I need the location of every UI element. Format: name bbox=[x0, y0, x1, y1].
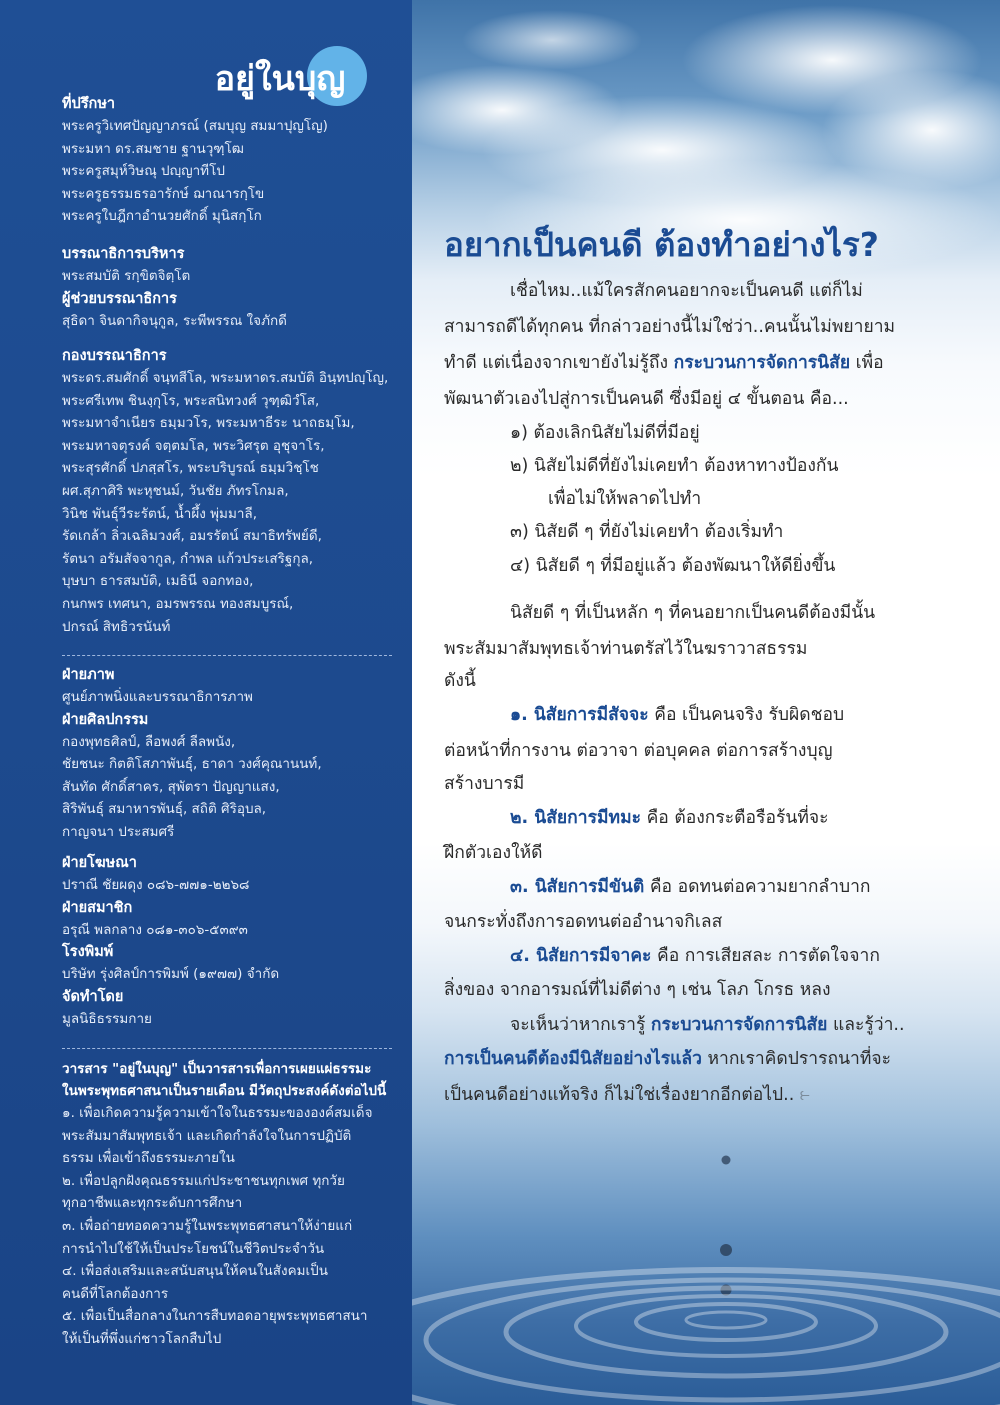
paragraph-line: สิ่งของ จากอารมณ์ที่ไม่ดีต่าง ๆ เช่น โลภ โกรธ หลง bbox=[444, 980, 831, 1000]
exec-editor-section bbox=[62, 243, 392, 332]
step-item: ๑) ต้องเลิกนิสัยไม่ดีที่มีอยู่ bbox=[510, 423, 700, 443]
advisor-line: พระครูใบฎีกาอำนวยศักดิ์ มุนิสกฺโก bbox=[62, 208, 262, 225]
paragraph-line bbox=[444, 348, 884, 376]
paragraph-line: นิสัยดี ๆ ที่เป็นหลัก ๆ ที่คนอยากเป็นคนดีต้องมีนั้น bbox=[510, 603, 876, 623]
editorial-section bbox=[62, 345, 392, 638]
editorial-line: รัตนา อรัมสัจจากูล, กำพล แก้วประเสริฐกุล, bbox=[62, 550, 314, 567]
paragraph-line bbox=[510, 1010, 905, 1038]
mission-line: การนำไปใช้ให้เป็นประโยชน์ในชีวิตประจำวัน bbox=[62, 1240, 325, 1257]
mission-title: ในพระพุทธศาสนาเป็นรายเดือน มีวัตถุประสงค์ดังต่อไปนี้ bbox=[62, 1083, 387, 1099]
advisor-line: พระครูวิเทศปัญญาภรณ์ (สมบุญ สมมาปุญโญ) bbox=[62, 118, 328, 134]
cloud-illustration bbox=[412, 0, 1000, 320]
paragraph-line: สร้างบารมี bbox=[444, 774, 525, 794]
mission-line: ๕. เพื่อเป็นสื่อกลางในการสืบทอดอายุพระพุทธศาสนา bbox=[62, 1308, 368, 1325]
ads-line: ปราณี ชัยผดุง ๐๘๖-๗๗๑-๒๒๖๘ bbox=[62, 877, 250, 893]
asst-editor-title: ผู้ช่วยบรรณาธิการ bbox=[62, 290, 177, 307]
logo-text: อยู่ในบุญ bbox=[214, 59, 346, 99]
highlight-text: กระบวนการจัดการนิสัย bbox=[650, 1015, 828, 1035]
step-item: ๔) นิสัยดี ๆ ที่มีอยู่แล้ว ต้องพัฒนาให้ดียิ่งขึ้น bbox=[510, 556, 836, 576]
editorial-line: ปกรณ์ สิทธิวรนันท์ bbox=[62, 618, 171, 635]
mission-line: ทุกอาชีพและทุกระดับการศึกษา bbox=[62, 1195, 243, 1212]
leaf-end-icon: ⥼ bbox=[799, 1085, 810, 1105]
paragraph-line: ฝึกตัวเองให้ดี bbox=[444, 843, 543, 863]
art-title: ฝ่ายศิลปกรรม bbox=[62, 711, 149, 728]
editorial-line: บุษบา ธารสมบัติ, เมธินี จอกทอง, bbox=[62, 573, 254, 590]
editorial-line: พระดร.สมศักดิ์ จนฺทสีโล, พระมหาดร.สมบัติ อินฺทปญฺโญ, bbox=[62, 370, 389, 386]
photo-line: ศูนย์ภาพนิ่งและบรรณาธิการภาพ bbox=[62, 689, 253, 705]
editorial-title: กองบรรณาธิการ bbox=[62, 348, 167, 364]
text-span: เพื่อ bbox=[850, 353, 884, 373]
section-divider bbox=[62, 655, 392, 656]
text-span: คือ อดทนต่อความยากลำบาก bbox=[644, 877, 871, 897]
step-item: ๒) นิสัยไม่ดีที่ยังไม่เคยทำ ต้องหาทางป้องกัน bbox=[510, 456, 839, 476]
advisors-section bbox=[62, 93, 392, 228]
members-line: อรุณี พลกลาง ๐๘๑-๓๐๖-๕๓๙๓ bbox=[62, 921, 248, 938]
habit-label: ๒. นิสัยการมีทมะ bbox=[510, 808, 642, 828]
art-line: กาญจนา ประสมศรี bbox=[62, 823, 175, 840]
advisors-title: ที่ปรึกษา bbox=[62, 96, 116, 112]
mission-line: พระสัมมาสัมพุทธเจ้า และเกิดกำลังใจในการปฏิบัติ bbox=[62, 1127, 352, 1144]
paragraph-line: พระสัมมาสัมพุทธเจ้าท่านตรัสไว้ในฆราวาสธรรม bbox=[444, 639, 808, 659]
paragraph-line bbox=[444, 1080, 810, 1108]
paragraph-line: ดังนี้ bbox=[444, 671, 476, 691]
editorial-line: พระมหาจตุรงค์ จตฺตมโล, พระวิศรุต อุชุจาโร, bbox=[62, 437, 325, 454]
paragraph-line bbox=[444, 1044, 891, 1072]
art-line: กองพุทธศิลป์, ลือพงศ์ ลีลพนัง, bbox=[62, 733, 236, 750]
photo-title: ฝ่ายภาพ bbox=[62, 667, 115, 683]
masthead-sidebar bbox=[0, 0, 412, 1405]
printer-title: โรงพิมพ์ bbox=[62, 944, 114, 961]
step-item: เพื่อไม่ให้พลาดไปทำ bbox=[548, 489, 702, 509]
producer-line: มูลนิธิธรรมกาย bbox=[62, 1010, 152, 1027]
editorial-line: พระสุรศักดิ์ ปภสฺสโร, พระบริบูรณ์ ธมฺมวิชฺโช bbox=[62, 460, 319, 477]
article-title: อยากเป็นคนดี ต้องทำอย่างไร? bbox=[444, 225, 879, 264]
mission-line: ให้เป็นที่พึ่งแก่ชาวโลกสืบไป bbox=[62, 1330, 222, 1347]
text-span: คือ เป็นคนจริง รับผิดชอบ bbox=[648, 705, 845, 725]
paragraph-line: เชื่อไหม..แม้ใครสักคนอยากจะเป็นคนดี แต่ก็ไม่ bbox=[510, 281, 863, 301]
exec-editor-line: พระสมบัติ รกฺขิตจิตฺโต bbox=[62, 268, 191, 284]
printer-line: บริษัท รุ่งศิลป์การพิมพ์ (๑๙๗๗) จำกัด bbox=[62, 966, 280, 983]
members-title: ฝ่ายสมาชิก bbox=[62, 899, 133, 916]
habit-label: ๑. นิสัยการมีสัจจะ bbox=[510, 705, 649, 725]
water-ripples bbox=[412, 1160, 1000, 1405]
text-span: คือ ต้องกระตือรือร้นที่จะ bbox=[641, 808, 829, 828]
habit-heading bbox=[510, 872, 871, 900]
habit-heading bbox=[510, 803, 829, 831]
business-section bbox=[62, 852, 392, 1030]
paragraph-line: ต่อหน้าที่การงาน ต่อวาจา ต่อบุคคล ต่อการสร้างบุญ bbox=[444, 741, 833, 761]
highlight-text: กระบวนการจัดการนิสัย bbox=[673, 353, 851, 373]
photo-art-section bbox=[62, 664, 392, 844]
art-line: ชัยชนะ กิตติโสภาพันธุ์, ธาดา วงศ์คุณานนท์, bbox=[62, 756, 322, 773]
ads-title: ฝ่ายโฆษณา bbox=[62, 855, 137, 871]
mission-section bbox=[62, 1058, 392, 1351]
step-item: ๓) นิสัยดี ๆ ที่ยังไม่เคยทำ ต้องเริ่มทำ bbox=[510, 522, 784, 542]
asst-editor-line: สุธิดา จินดากิจนุกูล, ระพีพรรณ ใจภักดี bbox=[62, 312, 287, 329]
text-span: ทำดี แต่เนื่องจากเขายังไม่รู้ถึง bbox=[444, 353, 674, 373]
mission-line: ๒. เพื่อปลูกฝังคุณธรรมแก่ประชาชนทุกเพศ ทุกวัย bbox=[62, 1172, 345, 1189]
advisor-line: พระครูสมุห์วิษณุ ปญฺญาทีโป bbox=[62, 163, 225, 180]
exec-editor-title: บรรณาธิการบริหาร bbox=[62, 246, 185, 262]
mission-line: ๑. เพื่อเกิดความรู้ความเข้าใจในธรรมะขององค์สมเด็จ bbox=[62, 1105, 373, 1121]
mission-line: คนดีที่โลกต้องการ bbox=[62, 1285, 169, 1302]
paragraph-line: สามารถดีได้ทุกคน ที่กล่าวอย่างนี้ไม่ใช่ว่า..คนนั้นไม่พยายาม bbox=[444, 317, 896, 337]
habit-label: ๔. นิสัยการมีจาคะ bbox=[510, 946, 652, 966]
habit-heading bbox=[510, 700, 844, 728]
mission-line: ๓. เพื่อถ่ายทอดความรู้ในพระพุทธศาสนาให้ง่ายแก่ bbox=[62, 1217, 353, 1234]
editorial-line: พระศรีเทพ ชินงฺกุโร, พระสนิทวงศ์ วุฑฺฒิวํโส, bbox=[62, 392, 320, 409]
editorial-line: ผศ.สุภาศิริ พะหุชนม์, วันชัย ภัทรโกมล, bbox=[62, 482, 289, 499]
advisor-line: พระมหา ดร.สมชาย ฐานวุฑฺโฒ bbox=[62, 140, 244, 157]
editorial-line: วินิช พันธุ์วีระรัตน์, น้ำผึ้ง พุ่มมาลี, bbox=[62, 505, 257, 522]
art-line: สิริพันธุ์ สมาหารพันธุ์, สถิติ ศิริอุบล, bbox=[62, 801, 267, 818]
advisor-line: พระครูธรรมธรอารักษ์ ฌาณารกฺโข bbox=[62, 185, 265, 202]
paragraph-line: จนกระทั่งถึงการอดทนต่ออำนาจกิเลส bbox=[444, 912, 723, 932]
text-span: คือ การเสียสละ การตัดใจจาก bbox=[651, 946, 880, 966]
paragraph-line: พัฒนาตัวเองไปสู่การเป็นคนดี ซึ่งมีอยู่ ๔ ขั้นตอน คือ... bbox=[444, 389, 849, 409]
habit-heading bbox=[510, 941, 880, 969]
habit-label: ๓. นิสัยการมีขันติ bbox=[510, 877, 645, 897]
text-span: เป็นคนดีอย่างแท้จริง ก็ไม่ใช่เรื่องยากอีกต่อไป.. bbox=[444, 1085, 795, 1105]
editorial-line: รัดเกล้า ลิ่วเฉลิมวงศ์, อมรรัตน์ สมาธิทรัพย์ดี, bbox=[62, 528, 322, 545]
text-span: จะเห็นว่าหากเรารู้ bbox=[510, 1015, 651, 1035]
text-span: และรู้ว่า.. bbox=[827, 1015, 905, 1035]
art-line: สันทัด ศักดิ์สาคร, สุพัตรา ปัญญาแสง, bbox=[62, 778, 280, 795]
editorial-line: พระมหาจำเนียร ธมฺมวโร, พระมหาธีระ นาถธมฺโม, bbox=[62, 415, 355, 432]
editorial-line: กนกพร เทศนา, อมรพรรณ ทองสมบูรณ์, bbox=[62, 595, 294, 612]
text-span: หากเราคิดปรารถนาที่จะ bbox=[701, 1049, 892, 1069]
mission-line: ๔. เพื่อส่งเสริมและสนับสนุนให้คนในสังคมเป็น bbox=[62, 1263, 328, 1280]
producer-title: จัดทำโดย bbox=[62, 988, 124, 1005]
section-divider bbox=[62, 1048, 392, 1049]
mission-title: วารสาร "อยู่ในบุญ" เป็นวารสารเพื่อการเผยแผ่ธรรมะ bbox=[62, 1061, 372, 1077]
mission-line: ธรรม เพื่อเข้าถึงธรรมะภายใน bbox=[62, 1150, 235, 1167]
highlight-text: การเป็นคนดีต้องมีนิสัยอย่างไรแล้ว bbox=[444, 1049, 702, 1069]
